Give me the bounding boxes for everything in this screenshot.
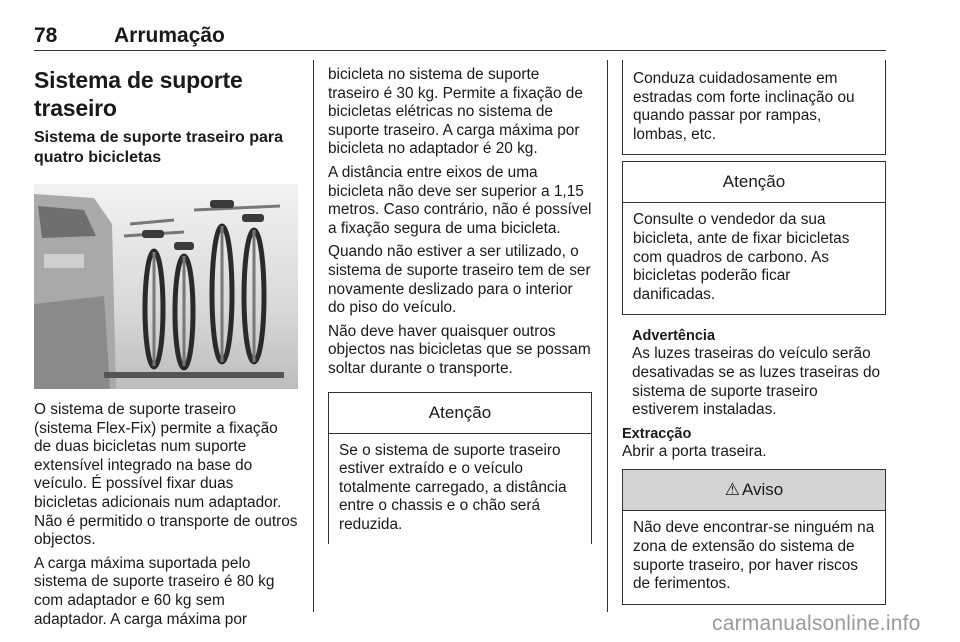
paragraph: Quando não estiver a ser utilizado, o sistema de suporte traseiro tem de ser novamente deslizado para o interior do piso do veículo. (328, 243, 591, 317)
caution-text: Consulte o vendedor da sua bicicleta, ante de fixar bicicletas com quadros de carbono. As bicicletas poderão ficar danificadas. (633, 211, 850, 303)
warning-text: Não deve encontrar-se ninguém na zona de extensão do sistema de suporte traseiro, por haver riscos de ferimentos. (633, 519, 875, 593)
extraction-text: Abrir a porta traseira. (622, 442, 767, 460)
caution-text: Se o sistema de suporte traseiro estiver extraído e o veículo totalmente carregado, a distância entre o chassis e o chão será reduzida. (339, 441, 567, 533)
notice-heading: Advertência (632, 328, 716, 345)
paragraph: A carga máxima suportada pelo sistema de suporte traseiro é 80 kg com adaptador e 60 kg sem adaptador. A carga máxima por (34, 554, 275, 628)
page-header (34, 22, 886, 51)
column-2 (328, 60, 592, 544)
warning-heading-text: Aviso (741, 480, 784, 500)
caution-box (622, 161, 886, 315)
caution-heading: Atenção (623, 162, 885, 203)
bike-rack-illustration (34, 184, 298, 389)
paragraph: O sistema de suporte traseiro (sistema Flex-Fix) permite a fixação de duas bicicletas num suporte extensível integrado na base do veículo. É possível fixar duas bicicletas adicionais num adaptador. Não é permitido o transporte de outros objectos. (34, 401, 298, 549)
warning-icon: ⚠ (724, 480, 740, 500)
column-1 (34, 60, 298, 629)
notice-block (622, 327, 886, 419)
warning-heading (623, 470, 885, 511)
warning-box (622, 469, 886, 604)
caution-box-continued (622, 60, 886, 155)
section-subtitle: Sistema de suporte traseiro para quatro bicicletas (34, 129, 283, 166)
caution-box (328, 392, 592, 545)
notice-text: As luzes traseiras do veículo serão desativadas se as luzes traseiras do sistema de suporte traseiro estiverem instaladas. (632, 345, 881, 419)
column-3 (622, 60, 886, 605)
extraction-heading: Extracção (622, 425, 692, 442)
paragraph: Não deve haver quaisquer outros objectos nas bicicletas que se possam soltar durante o transporte. (328, 322, 591, 377)
paragraph: bicicleta no sistema de suporte traseiro é 30 kg. Permite a fixação de bicicletas elétricas no sistema de suporte traseiro. A carga máxima por bicicleta no adaptador é 20 kg. (328, 66, 583, 158)
column-divider (313, 60, 314, 612)
watermark: carmanualsonline.info (712, 612, 921, 635)
chapter-title: Arrumação (114, 24, 225, 47)
caution-heading: Atenção (329, 393, 591, 434)
bike-rack-image (34, 184, 298, 389)
section-title: Sistema de suporte traseiro (34, 67, 243, 121)
page-number: 78 (34, 24, 58, 47)
caution-text: Conduza cuidadosamente em estradas com forte inclinação ou quando passar por rampas, lombas, etc. (633, 70, 855, 143)
paragraph: A distância entre eixos de uma bicicleta não deve ser superior a 1,15 metros. Caso contrário, não é possível a fixação segura de uma bicicleta. (328, 163, 592, 237)
column-divider (607, 60, 608, 612)
